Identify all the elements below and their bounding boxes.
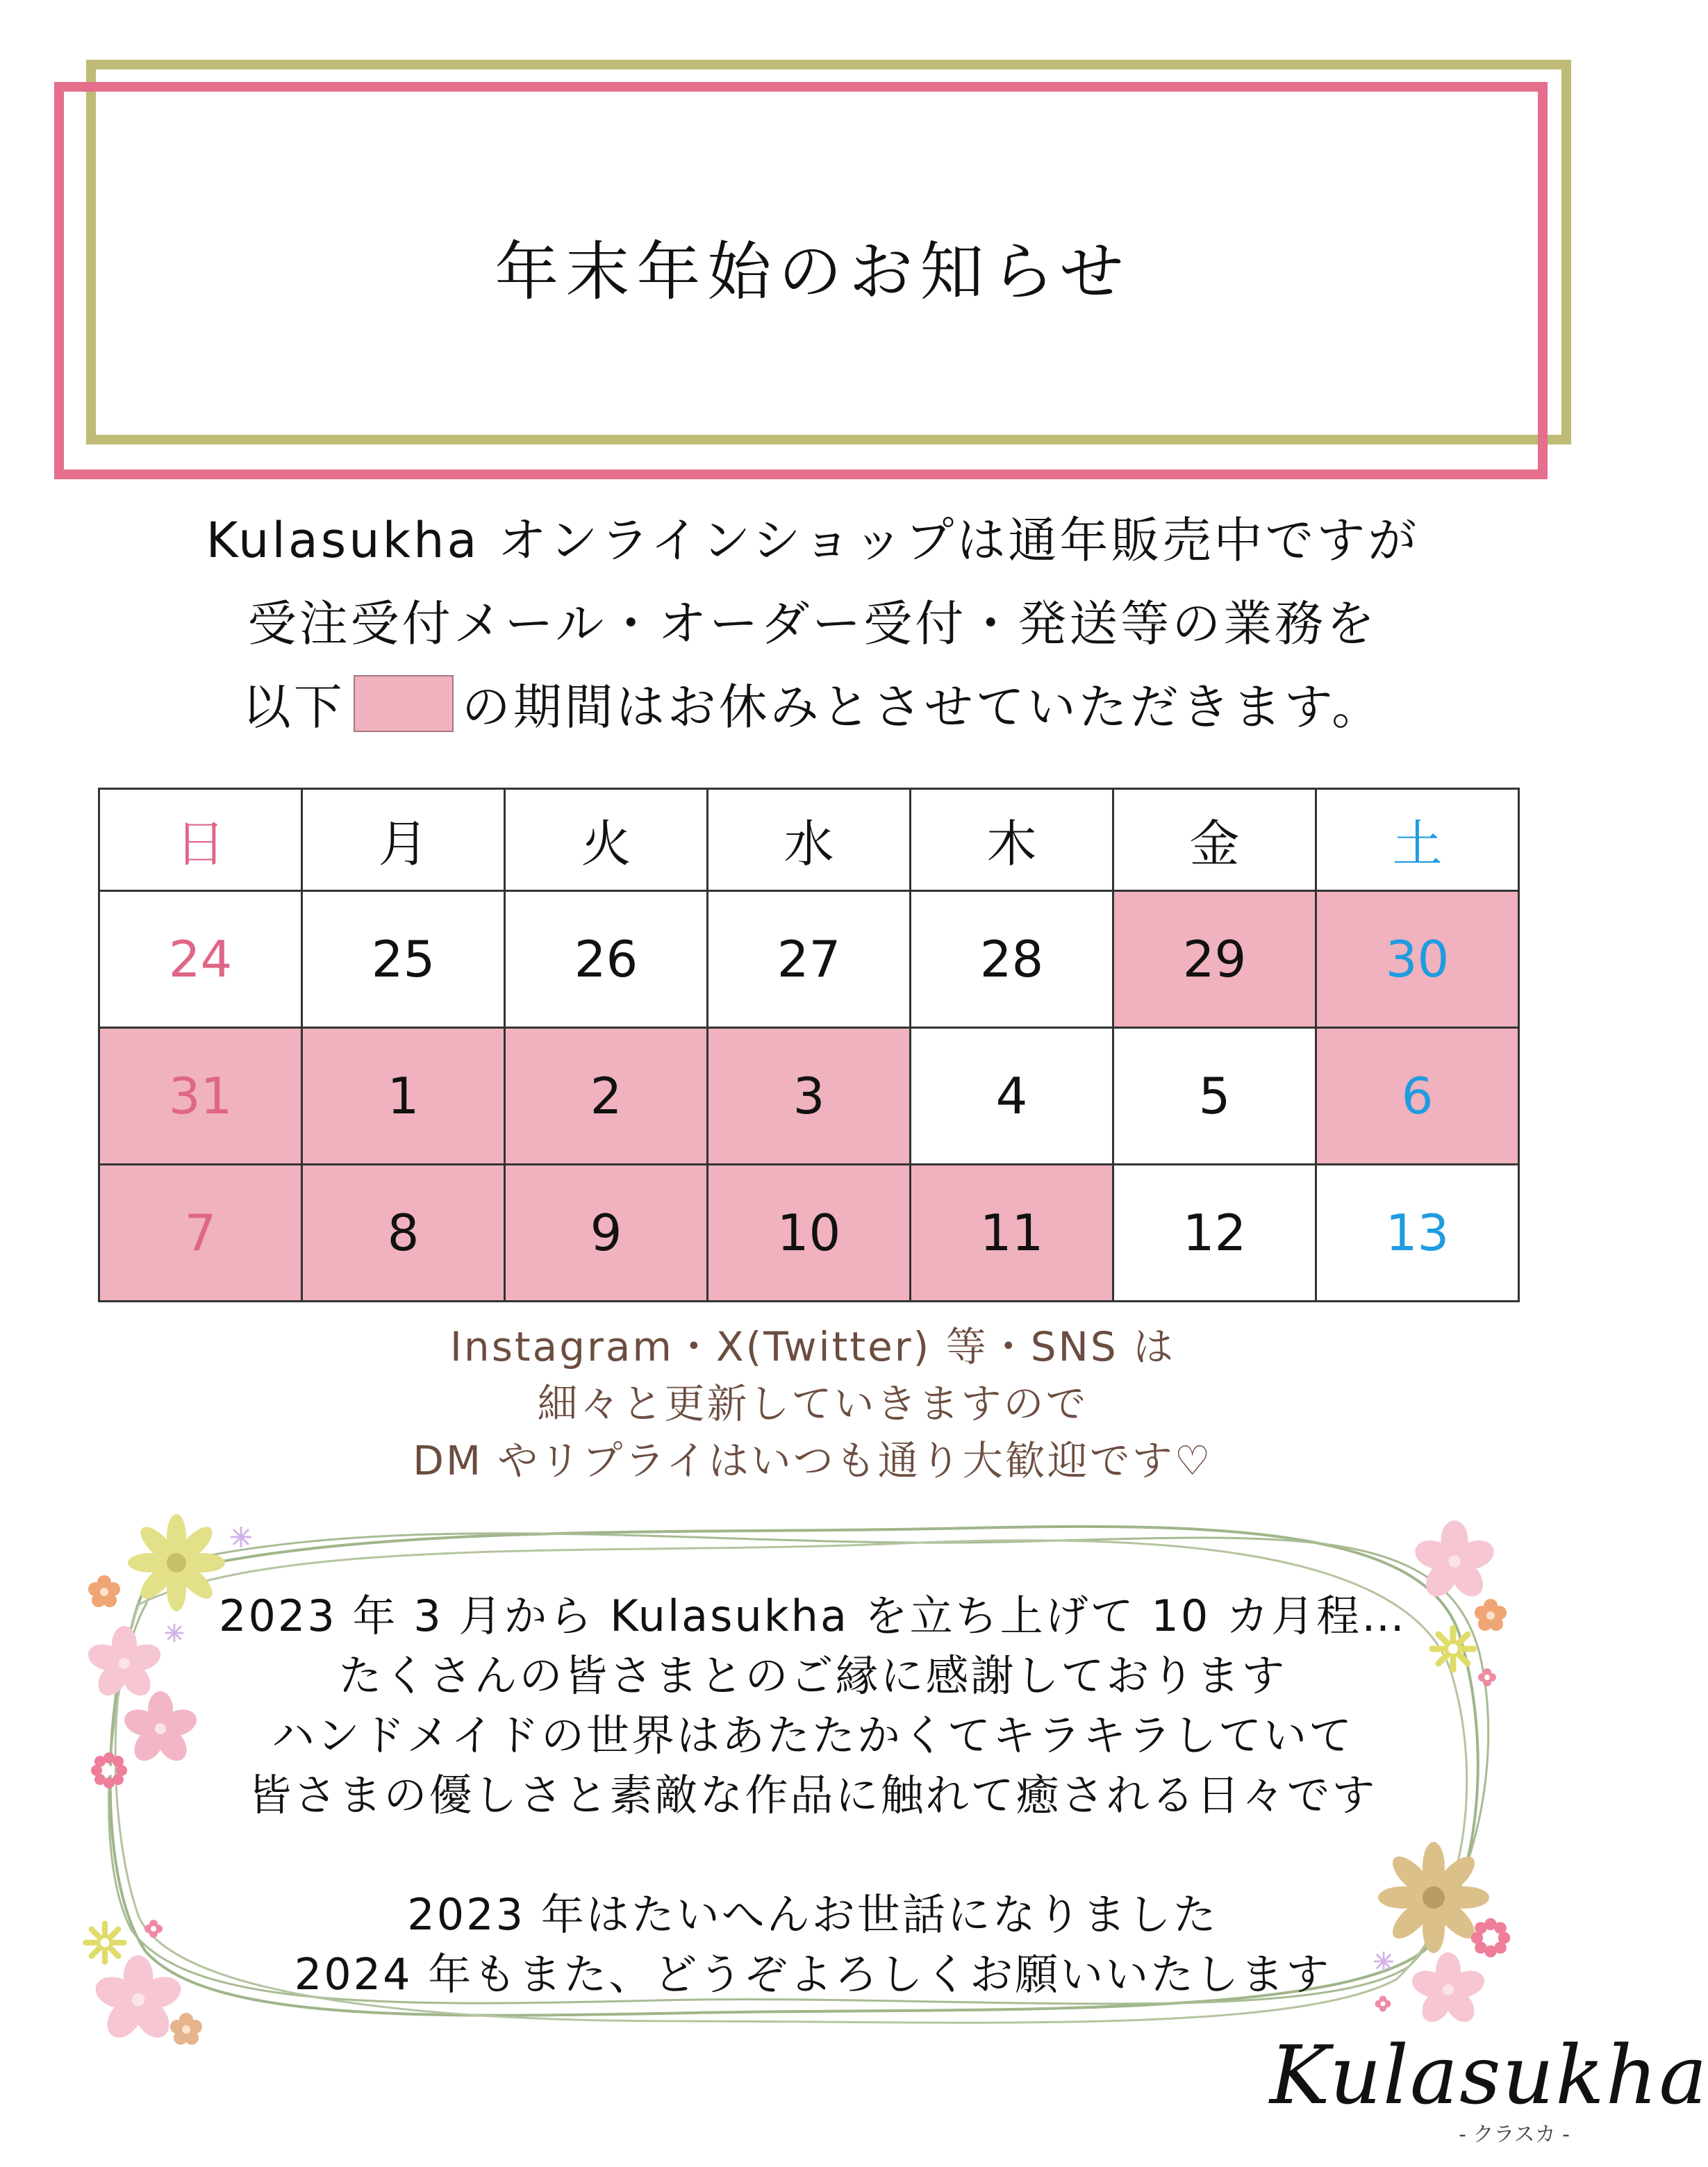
weekday-wed: 水 [708, 789, 911, 891]
calendar-day: 24 [99, 891, 302, 1028]
calendar-day: 6 [1316, 1028, 1519, 1165]
calendar-day: 9 [505, 1165, 708, 1302]
message-spacer [0, 1825, 1625, 1885]
calendar-day: 13 [1316, 1165, 1519, 1302]
closed-color-swatch [354, 675, 454, 732]
calendar-day: 25 [302, 891, 505, 1028]
thanks-message [0, 1586, 1625, 2004]
calendar-day: 27 [708, 891, 911, 1028]
calendar-day: 12 [1113, 1165, 1316, 1302]
intro-line-3-after: の期間はお休みとさせていただきます。 [461, 679, 1384, 736]
sns-notice [0, 1318, 1625, 1489]
weekday-tue: 火 [505, 789, 708, 891]
calendar-day: 11 [911, 1165, 1113, 1302]
intro-line-3 [0, 665, 1625, 749]
calendar-day: 28 [911, 891, 1113, 1028]
message-line-5: 2023 年はたいへんお世話になりました [407, 1889, 1218, 1940]
intro-line-1: Kulasukha オンラインショップは通年販売中ですが [206, 512, 1420, 569]
sns-line-1: Instagram・X(Twitter) 等・SNS は [449, 1323, 1176, 1370]
sns-line-3: DM やリプライはいつも通り大歓迎です♡ [413, 1437, 1213, 1484]
calendar-day: 26 [505, 891, 708, 1028]
calendar-day: 31 [99, 1028, 302, 1165]
orange-flower-icon [165, 2009, 207, 2050]
brand-logo-text: Kulasukha [1270, 2029, 1708, 2123]
intro-text [0, 499, 1625, 749]
brand-logo [1270, 2029, 1708, 2148]
weekday-thu: 木 [911, 789, 1113, 891]
weekday-mon: 月 [302, 789, 505, 891]
calendar-day: 3 [708, 1028, 911, 1165]
calendar-day: 10 [708, 1165, 911, 1302]
intro-line-3-before: 以下 [242, 679, 345, 736]
brand-logo-subtitle: - クラスカ - [1459, 2123, 1570, 2147]
holiday-calendar [98, 788, 1520, 1302]
page-title: 年末年始のお知らせ [495, 235, 1131, 309]
message-line-3: ハンドメイドの世界はあたたかくてキラキラしていて [271, 1710, 1354, 1761]
calendar-day: 29 [1113, 891, 1316, 1028]
weekday-sat: 土 [1316, 789, 1519, 891]
message-line-2: たくさんの皆さまとのご縁に感謝しております [338, 1650, 1287, 1701]
calendar-day: 8 [302, 1165, 505, 1302]
message-line-4: 皆さまの優しさと素敵な作品に触れて癒される日々です [248, 1770, 1377, 1820]
calendar-week-row [99, 891, 1519, 1028]
calendar-day: 5 [1113, 1028, 1316, 1165]
calendar-day: 30 [1316, 891, 1519, 1028]
weekday-sun: 日 [99, 789, 302, 891]
sparkle-icon [229, 1525, 253, 1549]
calendar-day: 7 [99, 1165, 302, 1302]
calendar-week-row [99, 1028, 1519, 1165]
intro-line-2: 受注受付メール・オーダー受付・発送等の業務を [247, 595, 1378, 652]
weekday-header-row [99, 789, 1519, 891]
sns-line-2: 細々と更新していきますので [537, 1380, 1088, 1427]
message-line-6: 2024 年もまた、どうぞよろしくお願いいたします [294, 1949, 1332, 2000]
weekday-fri: 金 [1113, 789, 1316, 891]
calendar-day: 1 [302, 1028, 505, 1165]
calendar-day: 4 [911, 1028, 1113, 1165]
message-line-1: 2023 年 3 月から Kulasukha を立ち上げて 10 カ月程… [219, 1591, 1407, 1641]
calendar-week-row [99, 1165, 1519, 1302]
calendar-day: 2 [505, 1028, 708, 1165]
